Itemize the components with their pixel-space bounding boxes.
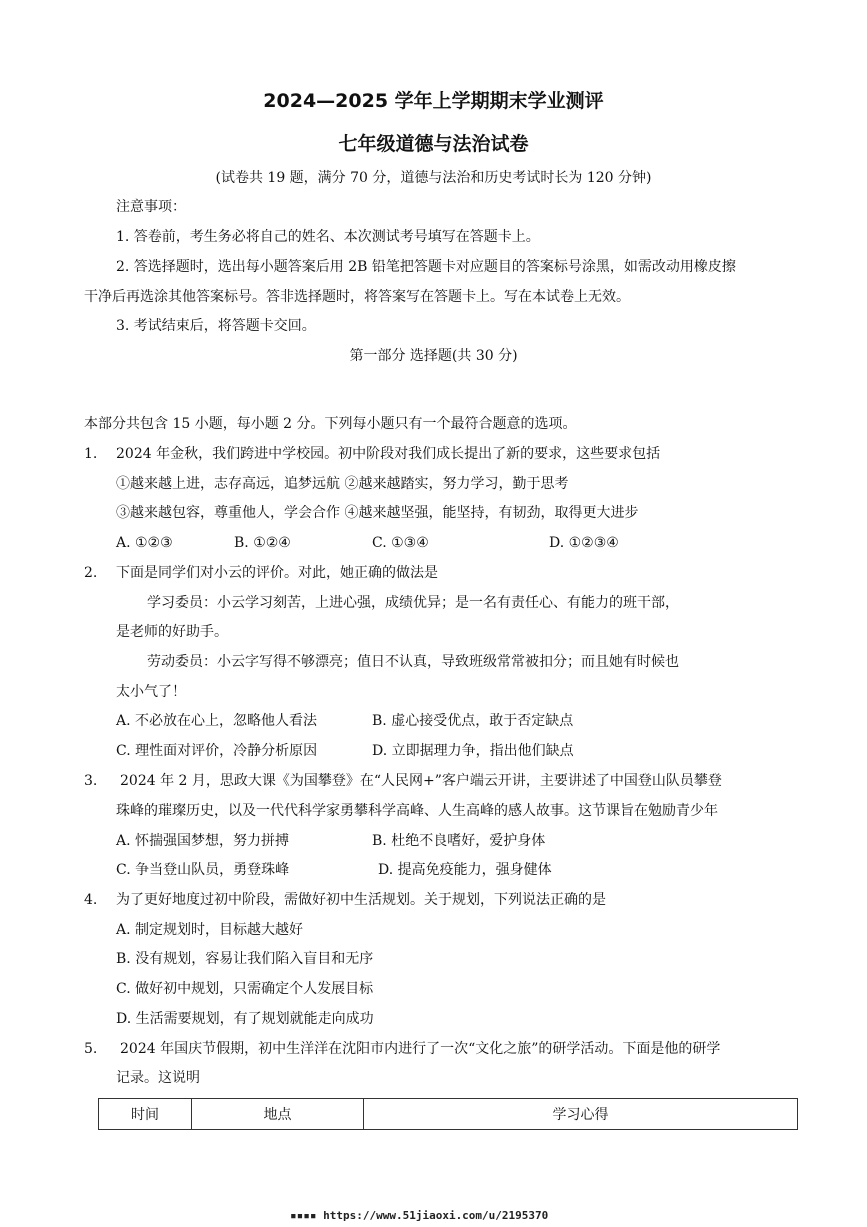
q1-option-a: A. ①②③ [116,535,173,551]
q1-stem: 2024 年金秋，我们跨进中学校园。初中阶段对我们成长提出了新的要求，这些要求包括 [116,446,661,462]
part1-heading: 第一部分 选择题(共 30 分) [349,348,518,364]
notes-item-2-line-2: 干净后再选涂其他答案标号。答非选择题时，将答案写在答题卡上。写在本试卷上无效。 [84,289,630,305]
q1-option-d: D. ①②③④ [549,535,619,551]
q4-option-d: D. 生活需要规划，有了规划就能走向成功 [116,1011,374,1027]
q1-option-c: C. ①③④ [372,535,429,551]
exam-subtitle: 七年级道德与法治试卷 [338,133,529,155]
q5-record-table [98,1098,798,1130]
part1-intro: 本部分共包含 15 小题，每小题 2 分。下列每小题只有一个最符合题意的选项。 [84,416,577,432]
exam-info: (试卷共 19 题，满分 70 分，道德与法治和历史考试时长为 120 分钟) [215,170,652,186]
q3-stem-line-1: 2024 年 2 月，思政大课《为国攀登》在“人民网+”客户端云开讲，主要讲述了中国登山队员攀登 [120,773,722,789]
q3-option-d: D. 提高免疫能力，强身健体 [378,862,552,878]
q2-option-d: D. 立即据理力争，指出他们缺点 [372,743,574,759]
q2-option-a: A. 不必放在心上，忽略他人看法 [116,713,318,729]
q2-stem: 下面是同学们对小云的评价。对此，她正确的做法是 [116,565,438,581]
q4-option-b: B. 没有规划，容易让我们陷入盲目和无序 [116,951,374,967]
q3-option-b: B. 杜绝不良嗜好，爱护身体 [372,833,546,849]
table-header-notes: 学习心得 [364,1099,798,1130]
q1-option-b: B. ①②④ [234,535,291,551]
notes-item-3: 3. 考试结束后，将答题卡交回。 [116,318,316,334]
exam-title: 2024—2025 学年上学期期末学业测评 [263,90,604,112]
q4-stem: 为了更好地度过初中阶段，需做好初中生活规划。关于规划，下列说法正确的是 [116,892,606,908]
q3-option-a: A. 怀揣强国梦想，努力拼搏 [116,833,290,849]
footer-url: ▪▪▪▪ https://www.51jiaoxi.com/u/2195370 [290,1209,549,1222]
q3-number: 3. [84,773,98,789]
q2-option-b: B. 虚心接受优点，敢于否定缺点 [372,713,574,729]
notes-heading: 注意事项： [116,199,186,215]
q4-option-a: A. 制定规划时，目标越大越好 [116,922,304,938]
q5-stem-line-1: 2024 年国庆节假期，初中生洋洋在沈阳市内进行了一次“文化之旅”的研学活动。下面是他的研学 [120,1041,721,1057]
q4-option-c: C. 做好初中规划，只需确定个人发展目标 [116,981,374,997]
q5-stem-line-2: 记录。这说明 [116,1070,200,1086]
q2-passage-1-line-2: 是老师的好助手。 [116,624,228,640]
q2-number: 2. [84,565,98,581]
q3-stem-line-2: 珠峰的璀璨历史，以及一代代科学家勇攀科学高峰、人生高峰的感人故事。这节课旨在勉励青少年 [116,803,718,819]
table-header-row [99,1099,798,1130]
q3-option-c: C. 争当登山队员，勇登珠峰 [116,862,290,878]
q1-number: 1. [84,446,98,462]
q2-passage-2-line-2: 太小气了！ [116,684,186,700]
notes-item-1: 1. 答卷前，考生务必将自己的姓名、本次测试考号填写在答题卡上。 [116,229,540,245]
q5-number: 5. [84,1041,98,1057]
q2-option-c: C. 理性面对评价，冷静分析原因 [116,743,318,759]
notes-item-2-line-1: 2. 答选择题时，选出每小题答案后用 2B 铅笔把答题卡对应题目的答案标号涂黑，如需改动用橡皮擦 [116,259,736,275]
table-header-location: 地点 [192,1099,364,1130]
q2-passage-1-line-1: 学习委员：小云学习刻苦，上进心强，成绩优异；是一名有责任心、有能力的班干部， [147,595,679,611]
q2-passage-2-line-1: 劳动委员：小云字写得不够漂亮；值日不认真，导致班级常常被扣分；而且她有时候也 [147,654,679,670]
q4-number: 4. [84,892,98,908]
q1-items-row-1: ①越来越上进，志存高远，追梦远航 ②越来越踏实，努力学习，勤于思考 [116,476,569,492]
q1-items-row-2: ③越来越包容，尊重他人，学会合作 ④越来越坚强，能坚持，有韧劲，取得更大进步 [116,505,639,521]
table-header-time: 时间 [99,1099,192,1130]
